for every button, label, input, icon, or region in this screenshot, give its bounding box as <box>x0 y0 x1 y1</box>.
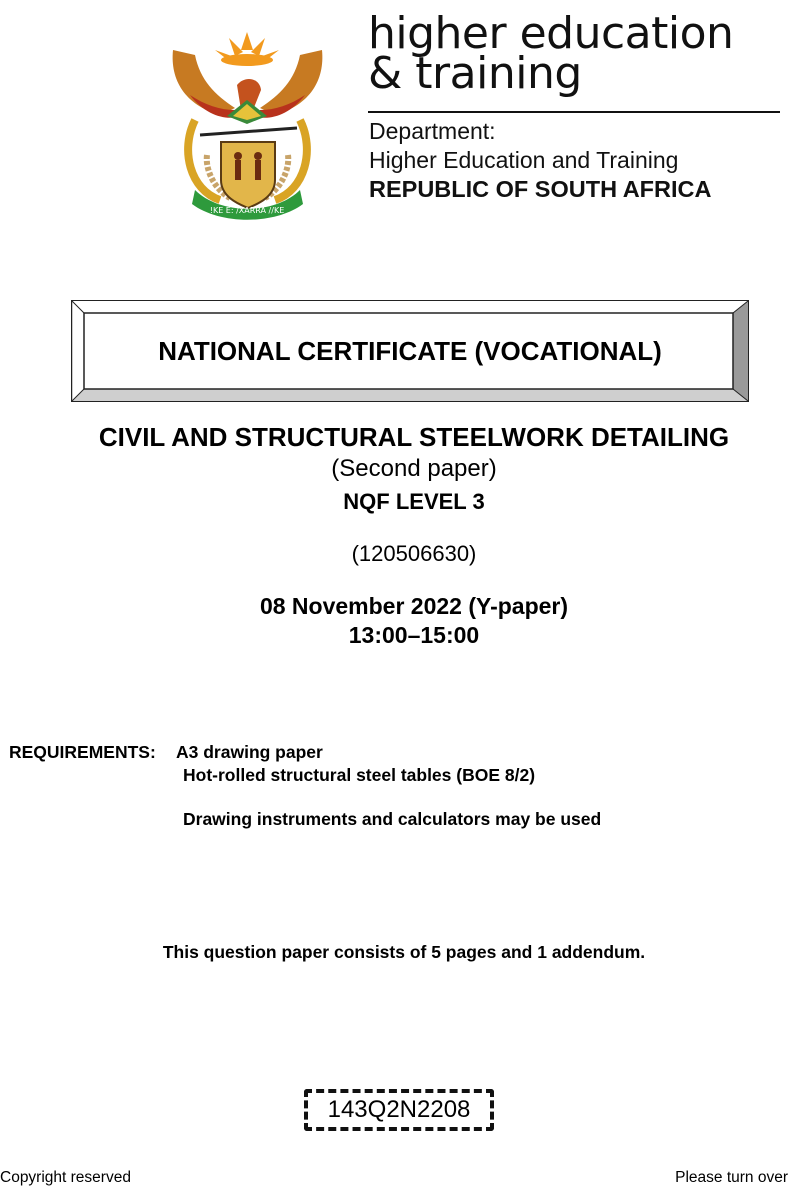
department-block <box>369 117 711 204</box>
paper-number: (Second paper) <box>331 455 497 482</box>
requirement-item-1: A3 drawing paper <box>176 742 323 762</box>
subject-title: CIVIL AND STRUCTURAL STEELWORK DETAILING <box>98 422 730 452</box>
brand-line-2: & training <box>368 48 582 99</box>
motto-text: !KE E: /XARRA //KE <box>209 206 285 215</box>
brand-divider <box>368 111 780 113</box>
requirement-item-2: Hot-rolled structural steel tables (BOE 8/2) <box>183 765 536 785</box>
footer-copyright: Copyright reserved <box>0 1169 131 1186</box>
footer-turn-over: Please turn over <box>675 1169 788 1186</box>
paper-id: 143Q2N2208 <box>327 1096 471 1123</box>
pages-note: This question paper consists of 5 pages and 1 addendum. <box>162 942 646 962</box>
requirements-note: Drawing instruments and calculators may be used <box>183 809 602 829</box>
country-name: REPUBLIC OF SOUTH AFRICA <box>369 176 712 202</box>
subject-code: (120506630) <box>351 541 477 566</box>
requirements-label: REQUIREMENTS: <box>9 742 156 762</box>
nqf-level: NQF LEVEL 3 <box>343 489 485 514</box>
paper-id-box <box>304 1089 494 1131</box>
coat-of-arms-icon <box>165 20 330 220</box>
brand-block <box>368 8 788 99</box>
exam-time: 13:00–15:00 <box>348 622 480 648</box>
brand-line-1: higher education <box>368 8 734 59</box>
department-label: Department: <box>369 118 496 144</box>
exam-date: 08 November 2022 (Y-paper) <box>259 593 569 619</box>
department-name: Higher Education and Training <box>369 147 679 173</box>
certificate-title: NATIONAL CERTIFICATE (VOCATIONAL) <box>158 335 662 366</box>
